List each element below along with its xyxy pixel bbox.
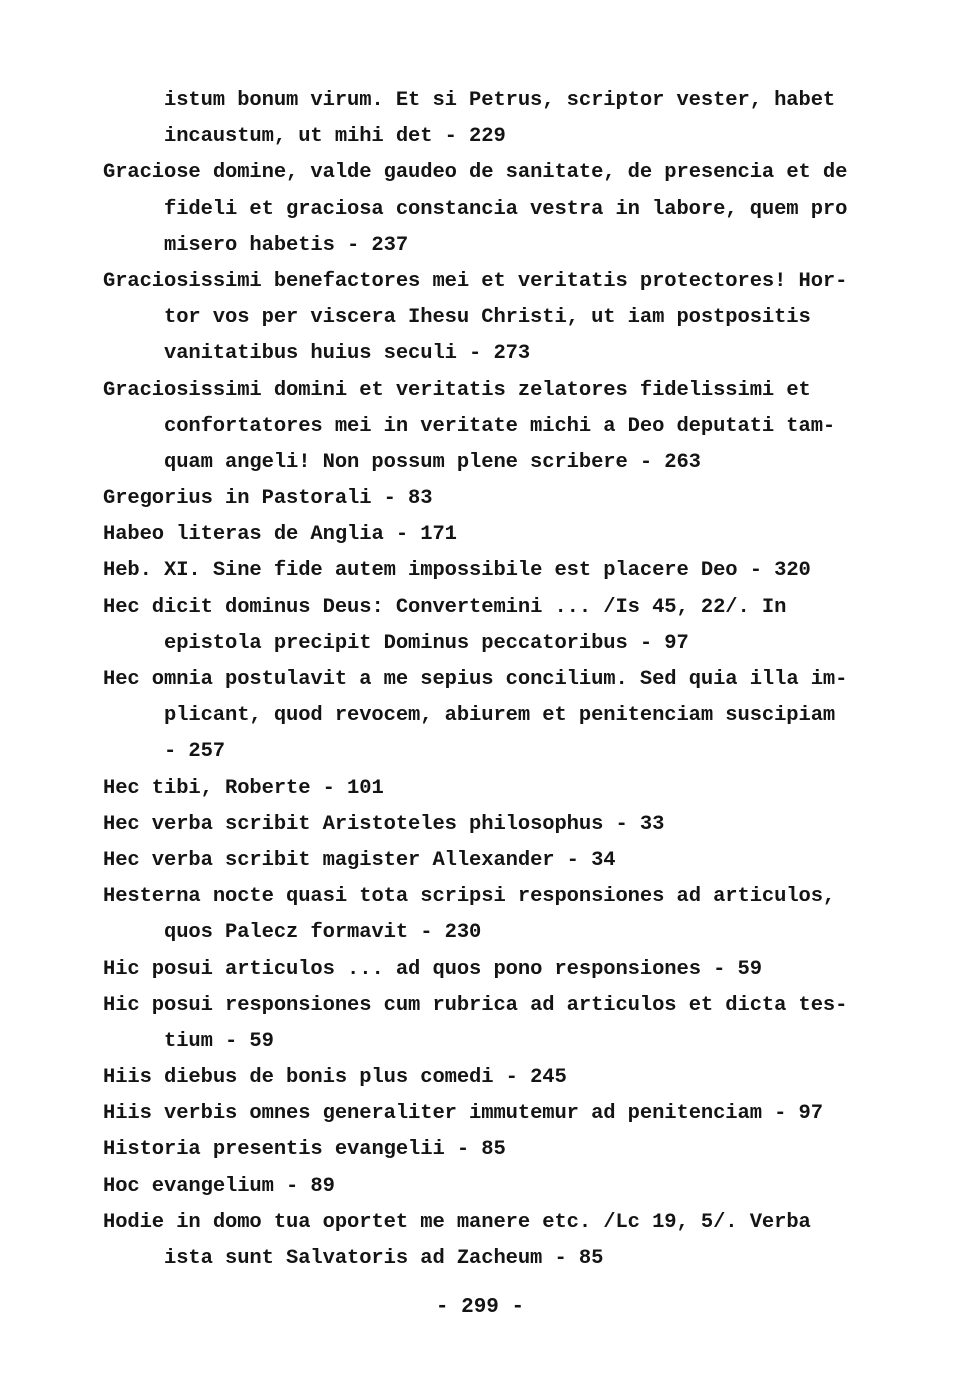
- entry-first-line: Heb. XI. Sine fide autem impossibile est placere Deo - 320: [103, 559, 811, 583]
- entry-first-line: Hoc evangelium - 89: [103, 1174, 335, 1198]
- index-entry: [103, 843, 883, 879]
- index-entry: [103, 1096, 883, 1132]
- page-number: - 299 -: [435, 1296, 525, 1319]
- entry-continuation-line: vanitatibus huius seculi - 273: [164, 342, 531, 366]
- entry-first-line: Historia presentis evangelii - 85: [103, 1138, 506, 1162]
- index-entry: [103, 662, 883, 771]
- entry-first-line: Graciosissimi domini et veritatis zelatores fidelissimi et: [103, 378, 811, 402]
- index-entry: [103, 517, 883, 553]
- entry-continuation-line: ista sunt Salvatoris ad Zacheum - 85: [164, 1247, 604, 1270]
- index-entry: [103, 879, 883, 951]
- entry-continuation-line: quos Palecz formavit - 230: [164, 921, 482, 945]
- entry-first-line: Hec omnia postulavit a me sepius concilium. Sed quia illa im-: [103, 668, 848, 691]
- index-entry: [103, 83, 883, 155]
- entry-continuation-line: plicant, quod revocem, abiurem et penitenciam suscipiam: [164, 704, 836, 728]
- entry-first-line: Hec tibi, Roberte - 101: [103, 776, 384, 800]
- entry-first-line: Hec verba scribit Aristoteles philosophus - 33: [103, 812, 665, 836]
- entry-first-line: Graciose domine, valde gaudeo de sanitate, de presencia et de: [103, 161, 848, 185]
- index-entry: [103, 1132, 883, 1168]
- entry-continuation-line: incaustum, ut mihi det - 229: [164, 125, 506, 149]
- index-entry: [103, 590, 883, 662]
- index-entries: [103, 83, 883, 1277]
- index-entry: [103, 988, 883, 1060]
- index-entry: [103, 373, 883, 482]
- entry-continuation-line: istum bonum virum. Et si Petrus, scriptor vester, habet: [164, 89, 836, 112]
- entry-first-line: Hodie in domo tua oportet me manere etc. /Lc 19, 5/. Verba: [103, 1210, 811, 1234]
- index-entry: [103, 1060, 883, 1096]
- entry-continuation-line: quam angeli! Non possum plene scribere - 263: [164, 450, 701, 474]
- index-entry: [103, 481, 883, 517]
- entry-first-line: Hec verba scribit magister Allexander - 34: [103, 848, 616, 872]
- entry-first-line: Hiis diebus de bonis plus comedi - 245: [103, 1066, 567, 1090]
- entry-continuation-line: confortatores mei in veritate michi a Deo deputati tam-: [164, 414, 836, 438]
- index-entry: [103, 553, 883, 589]
- entry-first-line: Gregorius in Pastorali - 83: [103, 487, 433, 511]
- entry-first-line: Hic posui articulos ... ad quos pono responsiones - 59: [103, 957, 762, 981]
- entry-continuation-line: misero habetis - 237: [164, 233, 409, 257]
- entry-continuation-line: tor vos per viscera Ihesu Christi, ut iam postpositis: [164, 306, 811, 330]
- entry-first-line: Habeo literas de Anglia - 171: [103, 523, 457, 547]
- entry-first-line: Hec dicit dominus Deus: Convertemini ... /Is 45, 22/. In: [103, 595, 787, 619]
- entry-first-line: Hesterna nocte quasi tota scripsi responsiones ad articulos,: [103, 885, 836, 909]
- index-entry: [103, 155, 883, 264]
- entry-first-line: Hiis verbis omnes generaliter immutemur ad penitenciam - 97: [103, 1102, 823, 1126]
- index-entry: [103, 807, 883, 843]
- entry-continuation-line: tium - 59: [164, 1029, 274, 1053]
- index-entry: [103, 952, 883, 988]
- entry-first-line: Graciosissimi benefactores mei et veritatis protectores! Hor-: [103, 269, 848, 293]
- index-entry: [103, 1169, 883, 1205]
- index-entry: [103, 264, 883, 373]
- entry-continuation-line: epistola precipit Dominus peccatoribus - 97: [164, 631, 689, 655]
- entry-first-line: Hic posui responsiones cum rubrica ad articulos et dicta tes-: [103, 993, 848, 1017]
- index-entry: [103, 771, 883, 807]
- entry-continuation-line: fideli et graciosa constancia vestra in labore, quem pro: [164, 197, 848, 221]
- index-entry: [103, 1205, 883, 1277]
- entry-continuation-line: - 257: [164, 740, 226, 764]
